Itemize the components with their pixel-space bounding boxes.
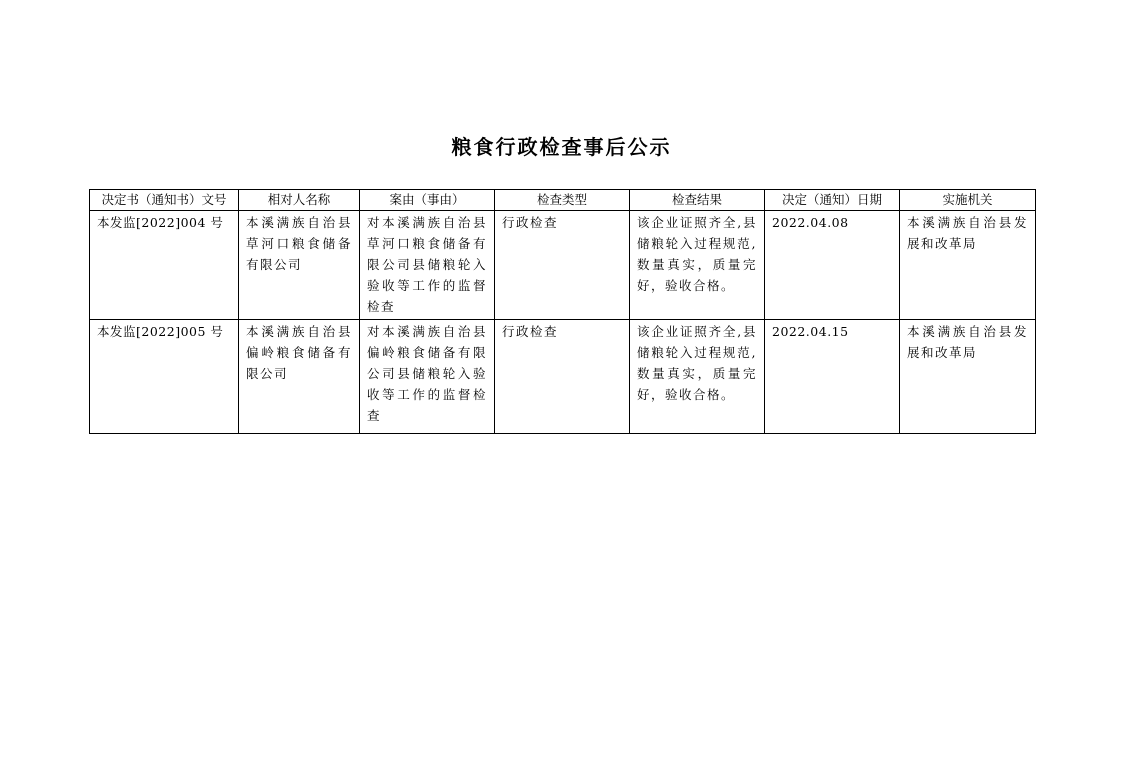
header-party-name: 相对人名称 xyxy=(239,190,360,211)
cell-result: 该企业证照齐全,县储粮轮入过程规范,数量真实，质量完好，验收合格。 xyxy=(630,320,765,434)
cell-agency: 本溪满族自治县发展和改革局 xyxy=(900,211,1036,320)
header-agency: 实施机关 xyxy=(900,190,1036,211)
cell-inspection-type: 行政检查 xyxy=(495,211,630,320)
header-inspection-type: 检查类型 xyxy=(495,190,630,211)
cell-date: 2022.04.15 xyxy=(765,320,900,434)
cell-result: 该企业证照齐全,县储粮轮入过程规范,数量真实，质量完好，验收合格。 xyxy=(630,211,765,320)
cell-party-name: 本溪满族自治县草河口粮食储备有限公司 xyxy=(239,211,360,320)
cell-doc-number: 本发监[2022]004 号 xyxy=(90,211,239,320)
page-title: 粮食行政检查事后公示 xyxy=(451,135,672,159)
table-row xyxy=(90,320,1036,434)
header-date: 决定（通知）日期 xyxy=(765,190,900,211)
cell-doc-number: 本发监[2022]005 号 xyxy=(90,320,239,434)
cell-inspection-type: 行政检查 xyxy=(495,320,630,434)
table-header-row xyxy=(90,190,1036,211)
table-row xyxy=(90,211,1036,320)
cell-party-name: 本溪满族自治县偏岭粮食储备有限公司 xyxy=(239,320,360,434)
cell-cause: 对本溪满族自治县偏岭粮食储备有限公司县储粮轮入验收等工作的监督检查 xyxy=(360,320,495,434)
header-doc-number: 决定书（通知书）文号 xyxy=(90,190,239,211)
header-result: 检查结果 xyxy=(630,190,765,211)
header-cause: 案由（事由） xyxy=(360,190,495,211)
cell-date: 2022.04.08 xyxy=(765,211,900,320)
inspection-table xyxy=(89,189,1036,434)
cell-agency: 本溪满族自治县发展和改革局 xyxy=(900,320,1036,434)
cell-cause: 对本溪满族自治县草河口粮食储备有限公司县储粮轮入验收等工作的监督检查 xyxy=(360,211,495,320)
